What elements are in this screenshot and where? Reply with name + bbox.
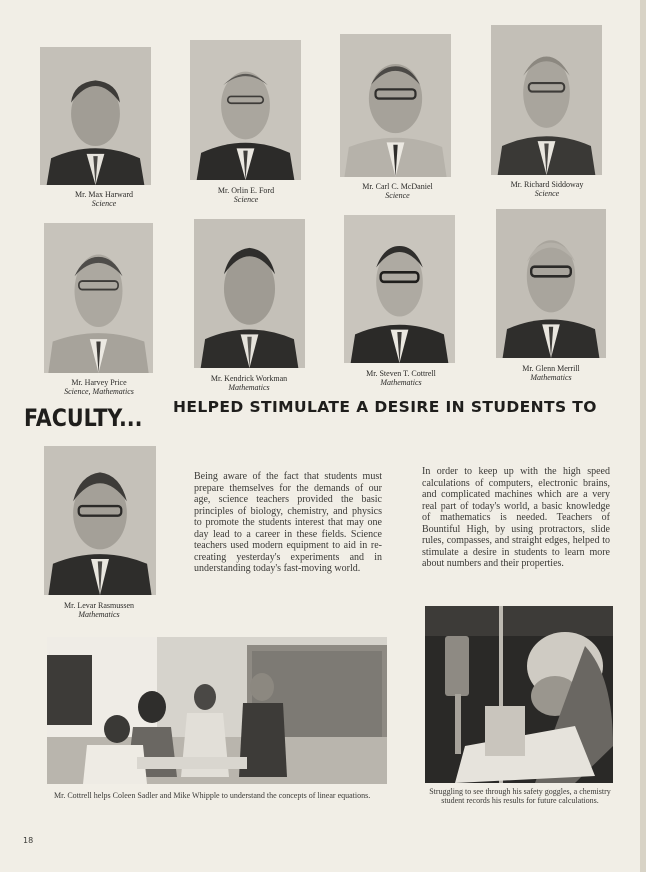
caption-carl-mcdaniel — [340, 182, 455, 200]
faculty-department: Science — [534, 189, 560, 198]
portrait-levar-rasmussen — [44, 446, 156, 595]
caption-richard-siddoway — [492, 180, 602, 198]
faculty-department: Science — [385, 191, 410, 200]
lab-photo — [425, 606, 613, 783]
science-paragraph: Being aware of the fact that students must prepare themselves for the demands of our age, science teachers provided the basic principles of biology, chemistry, and physics to promote the students interest that may one day lead to a career in these fields. Science teachers used modern equipment to aid in re-creating yesterday's experiments and in understanding today's fast-moving world. — [194, 471, 382, 574]
faculty-name: Mr. Harvey Price — [71, 378, 127, 387]
faculty-name: Mr. Carl C. McDaniel — [362, 182, 433, 191]
caption-orlin-ford — [191, 186, 301, 204]
math-paragraph: In order to keep up with the high speed calculations of computers, electronic brains, and complicated machines which are a very real part of today's world, a basic knowledge of mathematics is needed. Teachers of Bountiful High, by using protractors, slide rules, compasses, and straight edges, helped to stimulate a desire in students to learn more about numbers and their properties. — [422, 466, 610, 569]
faculty-department: Mathematics — [78, 610, 120, 619]
faculty-name: Mr. Orlin E. Ford — [217, 186, 275, 195]
caption-glenn-merrill — [496, 364, 606, 382]
portrait-glenn-merrill — [496, 209, 606, 358]
faculty-name: Mr. Max Harward — [75, 190, 133, 199]
faculty-department: Science — [91, 199, 117, 208]
portrait-steven-cottrell — [344, 215, 455, 363]
caption-harvey-price — [44, 378, 154, 396]
portrait-richard-siddoway — [491, 25, 602, 175]
faculty-department: Science — [233, 195, 259, 204]
portrait-kendrick-workman — [194, 219, 305, 368]
portrait-max-harward — [40, 47, 151, 185]
faculty-department: Mathematics — [228, 383, 270, 392]
faculty-name: Mr. Levar Rasmussen — [64, 601, 134, 610]
faculty-department: Science, Mathematics — [64, 387, 134, 396]
page-number: 18 — [23, 836, 34, 845]
caption-steven-cottrell — [345, 369, 457, 387]
portrait-harvey-price — [44, 223, 153, 373]
headline-subtitle: HELPED STIMULATE A DESIRE IN STUDENTS TO — [173, 398, 597, 416]
faculty-name: Mr. Kendrick Workman — [210, 374, 288, 383]
faculty-department: Mathematics — [530, 373, 572, 382]
portrait-orlin-ford — [190, 40, 301, 180]
classroom-photo-caption: Mr. Cottrell helps Coleen Sadler and Mike Whipple to understand the concepts of linear equations. — [54, 791, 371, 800]
caption-max-harward — [40, 190, 168, 208]
caption-kendrick-workman — [194, 374, 304, 392]
lab-photo-caption: Struggling to see through his safety goggles, a chemistry student records his results for future calculations. — [429, 787, 611, 805]
faculty-department: Mathematics — [380, 378, 422, 387]
faculty-name: Mr. Steven T. Cottrell — [366, 369, 436, 378]
classroom-photo — [47, 637, 387, 784]
headline-faculty: FACULTY... — [24, 404, 143, 432]
faculty-name: Mr. Richard Siddoway — [510, 180, 584, 189]
page-edge — [640, 0, 646, 872]
portrait-carl-mcdaniel — [340, 34, 451, 177]
faculty-name: Mr. Glenn Merrill — [522, 364, 580, 373]
caption-levar-rasmussen — [44, 601, 154, 619]
